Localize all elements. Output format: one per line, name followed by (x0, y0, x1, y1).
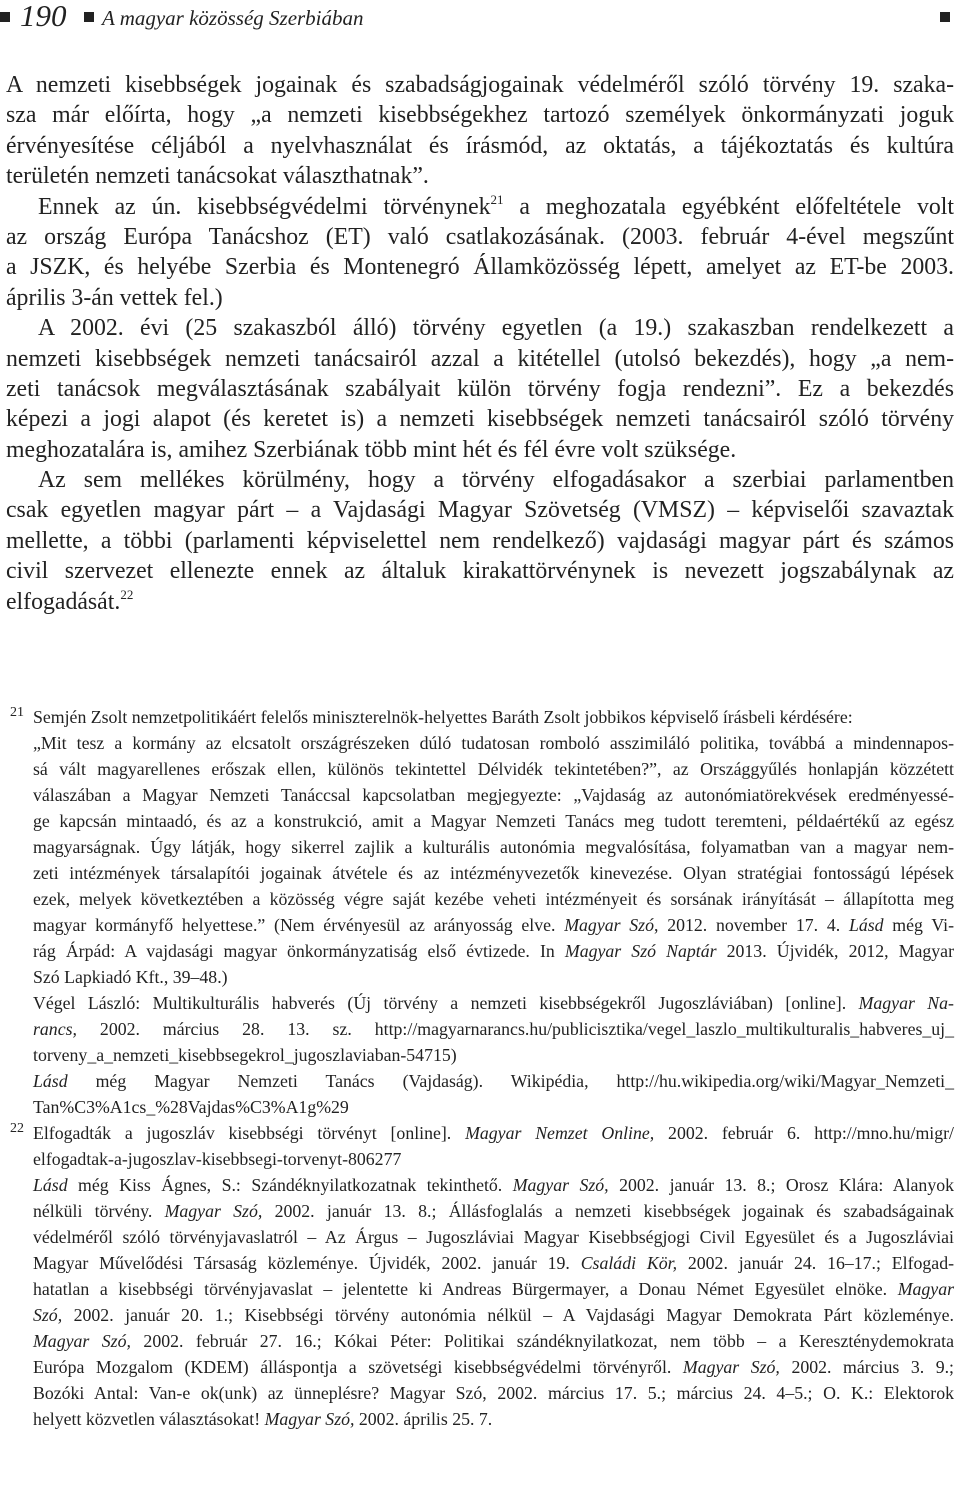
text-line: Magyar Szó, 2002. február 27. 16.; Kókai Péter: Politikai szándéknyilatkozat, nem több – a Kereszténydemokrata (33, 1331, 954, 1351)
text-line: nemzeti kisebbségek nemzeti tanácsairól azzal a kitétellel (utolsó bekezdés), hogy „a nem- (6, 345, 954, 372)
text-line: zeti intézmények társalapítói jogainak átvétele és az intézményvezetők kinevezése. Olyan stratégiai fontosságú lépések (33, 863, 954, 883)
text-line: elfogadtak-a-jugoszlav-kisebbsegi-torvenyt-806277 (33, 1149, 402, 1169)
text-line: Szó Lapkiadó Kft., 39–48.) (33, 967, 228, 987)
text-line: elfogadását.$^{22}$ (6, 586, 134, 615)
text-line: képezi a jogi alapot (és keretet is) a nemzeti kisebbségek nemzeti tanácsairól szóló törvény (6, 406, 954, 433)
text-line: Az sem mellékes körülmény, hogy a törvény elfogadásakor a szerbiai parlamentben (38, 467, 954, 494)
main-text (6, 70, 954, 617)
text-line: magyar kormányfő helyettese.” (Nem érvényesül az arányosság elve. Magyar Szó, 2012. november 17. 4. Lásd még Vi- (33, 915, 954, 935)
text-line: meghozatalára is, amihez Szerbiának több mint hét és fél évre volt szüksége. (6, 436, 737, 463)
text-line: rancs, 2002. március 28. 13. sz. http://magyarnarancs.hu/publicisztika/vegel_laszlo_multikulturalis_habveres_uj_ (33, 1019, 954, 1039)
running-title: A magyar közösség Szerbiában (102, 6, 364, 30)
text-line: Lásd még Kiss Ágnes, S.: Szándéknyilatkozatnak tekinthető. Magyar Szó, 2002. január 13. 8.; Orosz Klára: Alanyok (33, 1175, 954, 1195)
text-line: „Mit tesz a kormány az elcsatolt országrészeken dúló tudatosan romboló asszimiláló politika, továbbá a mindennapos- (33, 733, 954, 753)
text-line: érvényesítése céljából a nyelvhasználat és írásmód, az oktatás, a tájékoztatás és kultúra (6, 132, 954, 159)
text-line: rág Árpád: A vajdasági magyar önkormányzatiság első évtizede. In Magyar Szó Naptár 2013. Újvidék, 2012, Magyar (33, 941, 954, 961)
footnote-ref[interactable]: 22 (120, 586, 134, 602)
text-line: Lásd még Magyar Nemzeti Tanács (Vajdaság). Wikipédia, http://hu.wikipedia.org/wiki/Magyar_Nemzeti_ (33, 1071, 954, 1091)
text-line: Bozóki Antal: Van-e ok(unk) az ünneplésre? Magyar Szó, 2002. március 17. 5.; március 24. 4–5.; O. K.: Elektorok (33, 1383, 954, 1403)
text-line: a JSZK, és helyébe Szerbia és Montenegró Államközösség lépett, amelyet az ET-be 2003. (6, 254, 954, 281)
text-line: ezek, melyek következtében a közösség végre saját kezébe veheti intézményeit és sorsának irányítását – állapította meg (33, 889, 954, 909)
text-line: nélküli törvény. Magyar Szó, 2002. január 13. 8.; Állásfoglalás a nemzeti kisebbségek jogainak és szabadságainak (33, 1201, 954, 1221)
text-line: A nemzeti kisebbségek jogainak és szabadságjogainak védelméről szóló törvény 19. szaka- (6, 72, 954, 98)
footnote-22 (6, 1120, 954, 1432)
footnote-number: 21 (10, 705, 24, 720)
text-line: sza már előírta, hogy „a nemzeti kisebbségekhez tartozó személyek önkormányzati joguk (6, 102, 954, 129)
text-line: zeti tanácsok megválasztásának szabályait külön törvény fogja rendezni”. Ez a bekezdés (6, 375, 954, 402)
footnote-ref[interactable]: 21 (490, 191, 504, 207)
text-line: hatatlan a kisebbségi törvényjavaslat – jelentette ki Andreas Bürgermayer, a Donau Német Egyesület elnöke. Magyar (33, 1279, 954, 1299)
paragraph (6, 313, 954, 465)
square-bullet-icon (84, 12, 94, 22)
text-line: Európa Mozgalom (KDEM) álláspontja a szövetségi kisebbségvédelmi törvényről. Magyar Szó, 2002. március 3. 9.; (33, 1357, 954, 1377)
text-line: Tan%C3%A1cs_%28Vajdas%C3%A1g%29 (33, 1097, 349, 1117)
text-line: mellette, a többi (parlamenti képviselettel nem rendelkező) vajdasági magyar párt és számos (6, 527, 954, 554)
text-line: ge kapcsán mintaadó, és az a konstrukció, amit a Magyar Nemzeti Tanács meg tudott teremteni, példaértékű az egész (33, 811, 954, 831)
text-line: április 3-án vettek fel.) (6, 284, 223, 311)
text-line: Semjén Zsolt nemzetpolitikáért felelős miniszterelnök-helyettes Baráth Zsolt jobbikos képviselő írásbeli kérdésére: (33, 707, 853, 727)
text-line: Elfogadták a jugoszláv kisebbségi törvényt [online]. Magyar Nemzet Online, 2002. február 6. http://mno.hu/migr/ (33, 1123, 954, 1143)
text-line: Végel László: Multikulturális habverés (Új törvény a nemzeti kisebbségekről Jugoszláviában) [online]. Magyar Na- (33, 993, 954, 1013)
text-line: sá vált magyarellenes erőszak ellen, különös tekintettel Délvidék tekintetében?”, az Országgyűlés honlapján közzétett (33, 759, 954, 779)
text-line: A 2002. évi (25 szakaszból álló) törvény egyetlen (a 19.) szakaszban rendelkezett a (38, 315, 954, 342)
text-line: az ország Európa Tanácshoz (ET) való csatlakozásának. (2003. február 4-ével megszűnt (6, 223, 954, 250)
text-line: torveny_a_nemzeti_kisebbsegekrol_jugoszlaviaban-54715) (33, 1045, 457, 1065)
paragraph (6, 192, 954, 314)
text-line: Magyar Művelődési Társaság közleménye. Újvidék, 2002. január 19. Családi Kör, 2002. január 24. 16–17.; Elfogad- (33, 1253, 955, 1273)
text-line: védelméről szóló törvényjavaslatról – Az Árgus – Jugoszláviai Magyar Kisebbségjogi Civil Egyesület és a Jugoszláviai (33, 1227, 954, 1247)
text-line: válaszában a Magyar Nemzeti Tanáccsal kapcsolatban megjegyezte: „Vajdaság az autonómiatörekvések eredményessé- (33, 785, 954, 805)
page-number: 190 (20, 0, 67, 33)
text-line: Szó, 2002. január 20. 1.; Kisebbségi törvény autonómia nélkül – A Vajdasági Magyar Demokrata Párt közleménye. (33, 1305, 954, 1325)
text-line: Ennek az ún. kisebbségvédelmi törvénynek$^{21}$ a meghozatala egyébként előfeltétele volt (38, 191, 954, 220)
running-header (0, 0, 960, 34)
paragraph (6, 70, 954, 192)
square-bullet-icon (0, 12, 10, 22)
square-bullet-icon (940, 12, 950, 22)
text-line: helyett közvetlen választásokat! Magyar Szó, 2002. április 25. 7. (33, 1409, 493, 1429)
text-line: civil szervezet ellenezte ennek az általuk kirakattörvénynek is nevezett jogszabálynak az (6, 558, 954, 585)
footnote-number: 22 (10, 1121, 24, 1136)
text-line: magyarságnak. Úgy látják, hogy sikerrel zajlik a kulturális autonómia megvalósítása, folyamatban van a magyar nem- (33, 837, 954, 857)
paragraph (6, 465, 954, 617)
footnotes (6, 704, 954, 1432)
text-line: csak egyetlen magyar párt – a Vajdasági Magyar Szövetség (VMSZ) – képviselői szavaztak (6, 497, 954, 524)
footnote-21 (6, 704, 954, 1120)
text-line: területén nemzeti tanácsokat választhatnak”. (6, 163, 429, 190)
